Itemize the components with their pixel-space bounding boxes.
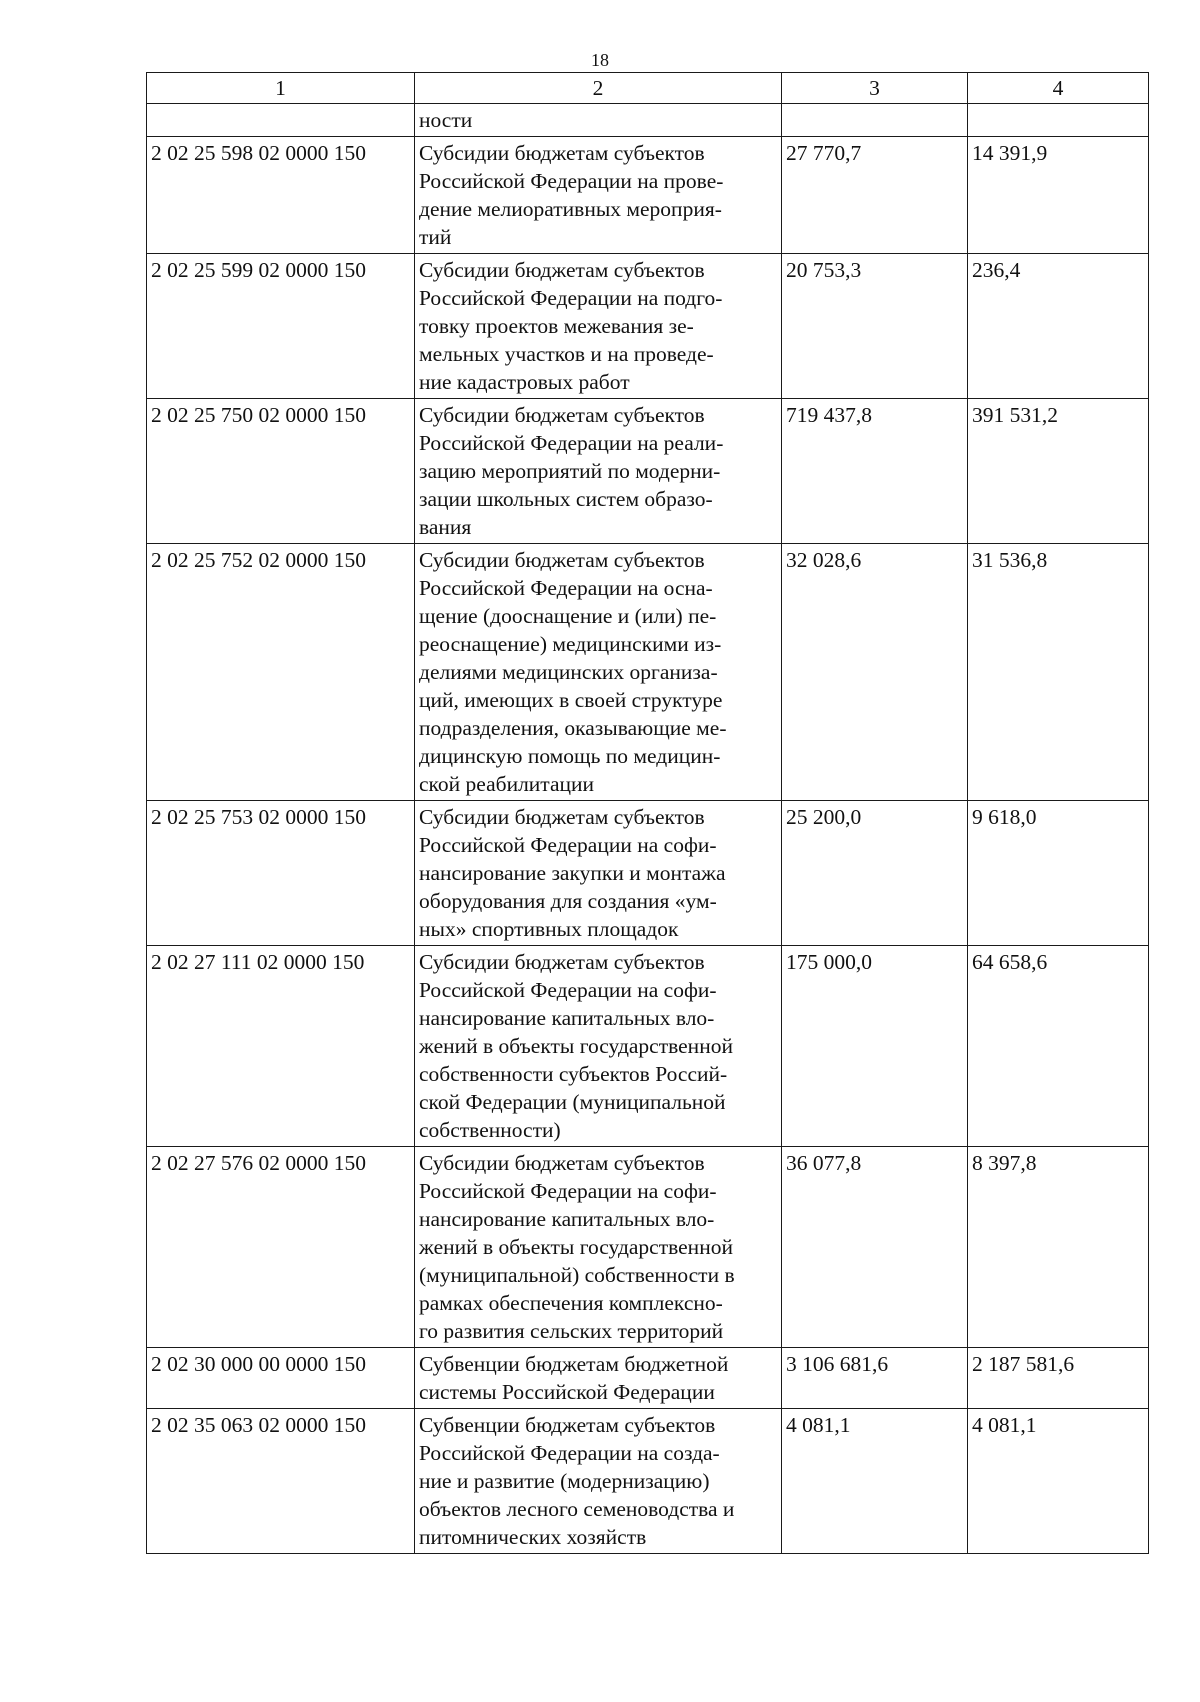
amount-col4-cell: 391 531,2 <box>968 399 1149 544</box>
description-cell: Субсидии бюджетам субъектов Российской Федерации на прове- дение мелиоративных мероприя- тий <box>415 137 782 254</box>
amount-col3-cell: 32 028,6 <box>782 544 968 801</box>
amount-col4-cell: 14 391,9 <box>968 137 1149 254</box>
table-body <box>147 104 1149 1554</box>
amount-col4-cell <box>968 104 1149 137</box>
table-row <box>147 1147 1149 1348</box>
budget-code-cell: 2 02 27 111 02 0000 150 <box>147 946 415 1147</box>
description-cell: Субсидии бюджетам субъектов Российской Федерации на подго- товку проектов межевания зе- мельных участков и на проведе- ние кадастровых работ <box>415 254 782 399</box>
budget-code-cell: 2 02 25 599 02 0000 150 <box>147 254 415 399</box>
description-cell: Субвенции бюджетам субъектов Российской Федерации на созда- ние и развитие (модернизацию) объектов лесного семеноводства и питомнических хозяйств <box>415 1409 782 1554</box>
table-row <box>147 544 1149 801</box>
page-number: 18 <box>591 50 609 70</box>
budget-code-cell: 2 02 35 063 02 0000 150 <box>147 1409 415 1554</box>
amount-col3-cell: 20 753,3 <box>782 254 968 399</box>
table-row <box>147 801 1149 946</box>
header-cell-1: 1 <box>147 73 415 104</box>
amount-col4-cell: 236,4 <box>968 254 1149 399</box>
amount-col3-cell: 25 200,0 <box>782 801 968 946</box>
amount-col3-cell: 36 077,8 <box>782 1147 968 1348</box>
description-cell: Субвенции бюджетам бюджетной системы Российской Федерации <box>415 1348 782 1409</box>
amount-col3-cell: 4 081,1 <box>782 1409 968 1554</box>
budget-revenue-table <box>146 72 1149 1554</box>
header-cell-3: 3 <box>782 73 968 104</box>
amount-col3-cell <box>782 104 968 137</box>
header-row <box>147 73 1149 104</box>
amount-col4-cell: 64 658,6 <box>968 946 1149 1147</box>
description-cell: Субсидии бюджетам субъектов Российской Федерации на софи- нансирование капитальных вло- жений в объекты государственной (муниципальной) собственности в рамках обеспечения комплексно- го развития сельских территорий <box>415 1147 782 1348</box>
amount-col3-cell: 175 000,0 <box>782 946 968 1147</box>
description-cell: Субсидии бюджетам субъектов Российской Федерации на осна- щение (дооснащение и (или) пе- реоснащение) медицинскими из- делиями медицинских организа- ций, имеющих в своей структуре подразделения, оказывающие ме- дицинскую помощь по медицин- ской реабилитации <box>415 544 782 801</box>
table-row <box>147 254 1149 399</box>
description-cell: Субсидии бюджетам субъектов Российской Федерации на реали- зацию мероприятий по модерни- зации школьных систем образо- вания <box>415 399 782 544</box>
description-cell: Субсидии бюджетам субъектов Российской Федерации на софи- нансирование капитальных вло- жений в объекты государственной собственности субъектов Россий- ской Федерации (муниципальной собственности) <box>415 946 782 1147</box>
header-cell-2: 2 <box>415 73 782 104</box>
budget-code-cell: 2 02 25 598 02 0000 150 <box>147 137 415 254</box>
budget-code-cell: 2 02 25 750 02 0000 150 <box>147 399 415 544</box>
description-cell: Субсидии бюджетам субъектов Российской Федерации на софи- нансирование закупки и монтажа оборудования для создания «ум- ных» спортивных площадок <box>415 801 782 946</box>
table-row <box>147 946 1149 1147</box>
description-cell: ности <box>415 104 782 137</box>
table-row <box>147 137 1149 254</box>
budget-code-cell: 2 02 25 752 02 0000 150 <box>147 544 415 801</box>
amount-col4-cell: 9 618,0 <box>968 801 1149 946</box>
table-header <box>147 73 1149 104</box>
budget-code-cell <box>147 104 415 137</box>
table-row <box>147 399 1149 544</box>
amount-col4-cell: 8 397,8 <box>968 1147 1149 1348</box>
budget-code-cell: 2 02 27 576 02 0000 150 <box>147 1147 415 1348</box>
amount-col4-cell: 4 081,1 <box>968 1409 1149 1554</box>
budget-code-cell: 2 02 25 753 02 0000 150 <box>147 801 415 946</box>
amount-col4-cell: 31 536,8 <box>968 544 1149 801</box>
table-row <box>147 1409 1149 1554</box>
amount-col3-cell: 27 770,7 <box>782 137 968 254</box>
table-row <box>147 104 1149 137</box>
amount-col4-cell: 2 187 581,6 <box>968 1348 1149 1409</box>
budget-code-cell: 2 02 30 000 00 0000 150 <box>147 1348 415 1409</box>
amount-col3-cell: 719 437,8 <box>782 399 968 544</box>
table-row <box>147 1348 1149 1409</box>
amount-col3-cell: 3 106 681,6 <box>782 1348 968 1409</box>
header-cell-4: 4 <box>968 73 1149 104</box>
